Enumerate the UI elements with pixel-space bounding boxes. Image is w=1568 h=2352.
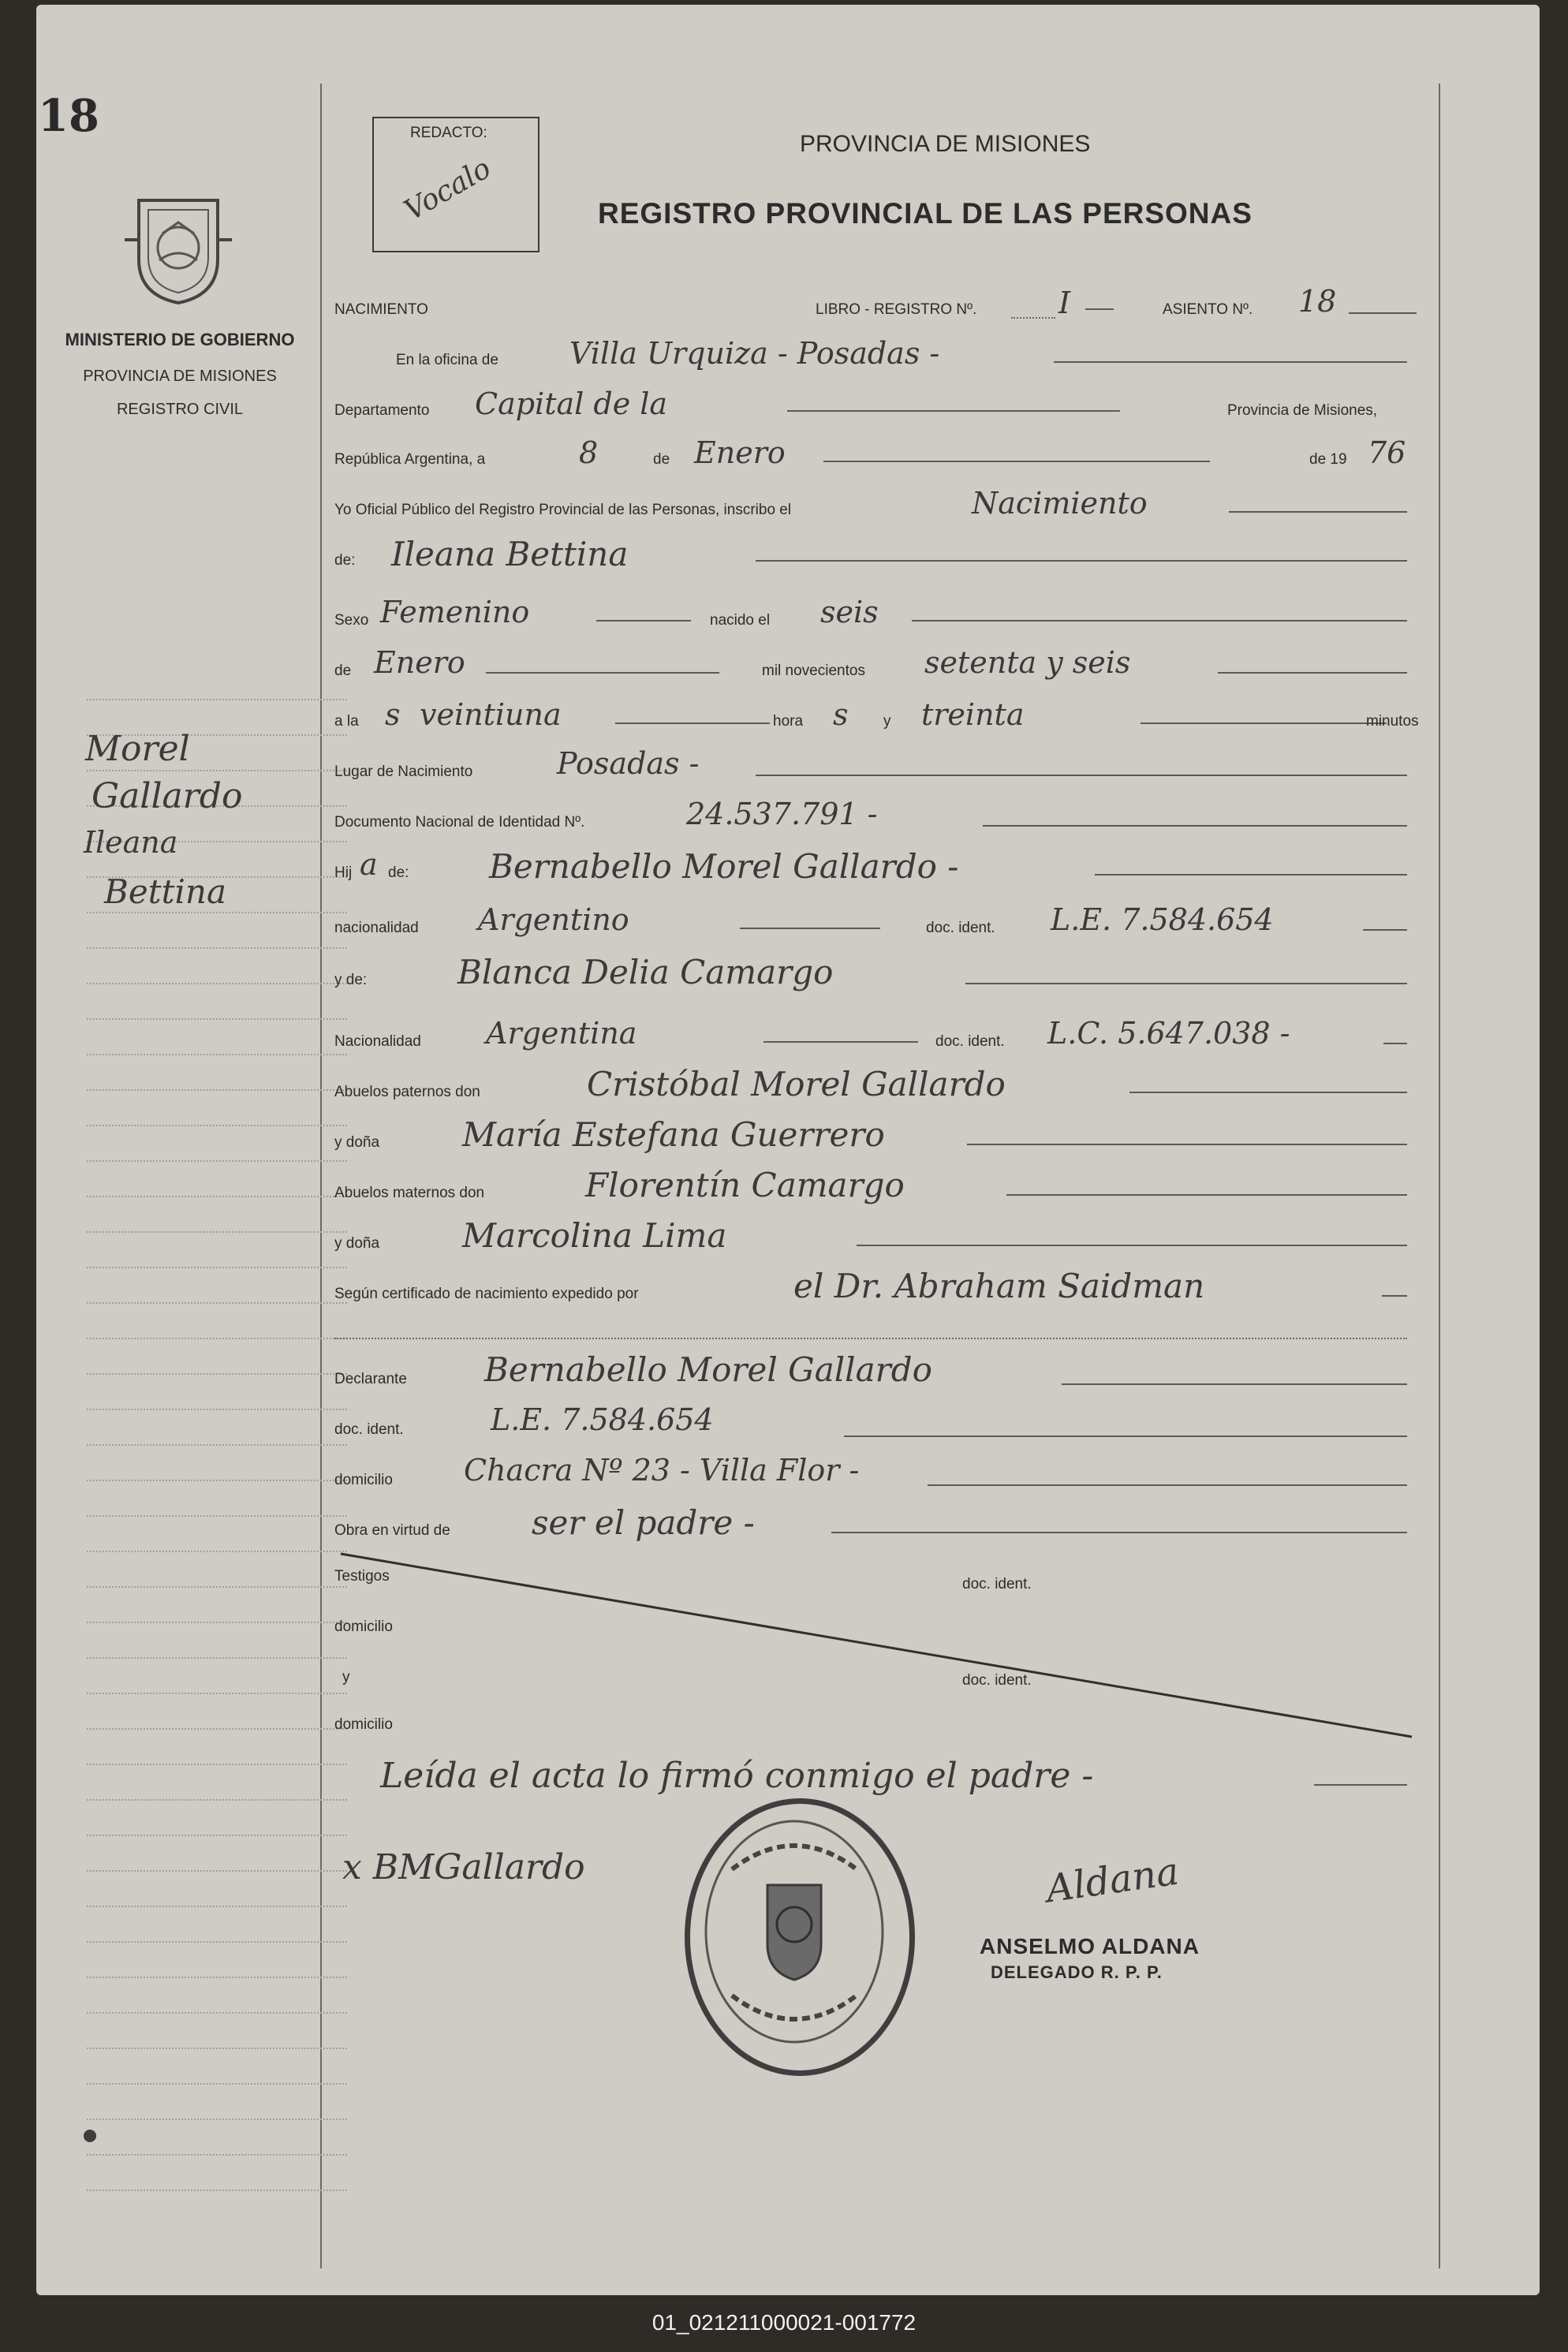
official-role: DELEGADO R. P. P.: [991, 1962, 1163, 1982]
padre-value: Bernabello Morel Gallardo -: [489, 847, 959, 886]
dni-value: 24.537.791 -: [686, 797, 878, 831]
official-name: ANSELMO ALDANA: [980, 1934, 1200, 1958]
libro-value: I: [1058, 286, 1071, 320]
provincia-label: Provincia de Misiones,: [1227, 402, 1378, 419]
hijo-label: Hij: [334, 864, 353, 881]
asiento-label: ASIENTO Nº.: [1163, 301, 1253, 318]
minutos-label: minutos: [1366, 713, 1419, 730]
abp-label: Abuelos paternos don: [334, 1084, 480, 1100]
margin-note-1: Morel: [85, 729, 190, 769]
ydona2-label: y doña: [334, 1235, 380, 1252]
hijo-de-label: de:: [388, 864, 409, 881]
dia-value: 8: [579, 435, 599, 470]
nac2-value: Argentina: [486, 1016, 637, 1051]
testigos-label: Testigos: [334, 1568, 390, 1585]
minutos-value: treinta: [921, 697, 1025, 732]
header-province: PROVINCIA DE MISIONES: [800, 131, 1091, 157]
oficina-value: Villa Urquiza - Posadas -: [569, 336, 940, 371]
closing-value: Leída el acta lo firmó conmigo el padre -: [380, 1756, 1094, 1796]
mes2-value: Enero: [374, 645, 465, 680]
anio-value: 76: [1368, 435, 1406, 470]
departamento-value: Capital de la: [475, 386, 668, 421]
de-nombre-label: de:: [334, 552, 356, 569]
margin-note-4: Bettina: [104, 872, 226, 911]
page-number: 18: [38, 90, 99, 142]
cert-value: el Dr. Abraham Saidman: [793, 1267, 1205, 1305]
ministry-line2: PROVINCIA DE MISIONES: [83, 368, 277, 385]
obra-label: Obra en virtud de: [334, 1522, 450, 1539]
y-label: y: [883, 713, 891, 730]
docdec-value: L.E. 7.584.654: [491, 1402, 714, 1437]
alas-label: a la: [334, 713, 359, 730]
abm2-value: Marcolina Lima: [462, 1216, 727, 1255]
signature-right: Aldana: [1043, 1849, 1182, 1912]
margin-note-2: Gallardo: [91, 776, 243, 816]
nac2-label: Nacionalidad: [334, 1033, 421, 1050]
document-sheet: [36, 5, 1540, 2295]
declarante-label: Declarante: [334, 1371, 407, 1387]
nacido-label: nacido el: [710, 612, 771, 629]
mes-value: Enero: [694, 435, 786, 470]
nac1-label: nacionalidad: [334, 920, 419, 936]
mil-value: setenta y seis: [924, 645, 1131, 680]
hora-label: hora: [773, 713, 804, 730]
abm-label: Abuelos maternos don: [334, 1185, 485, 1201]
horas-value: veintiuna: [420, 697, 562, 732]
de-label: de: [653, 451, 670, 468]
anio-label: de 19: [1309, 451, 1347, 468]
abm-value: Florentín Camargo: [585, 1166, 905, 1204]
redacto-handwritten: Vocalo: [398, 151, 497, 228]
docdec-label: doc. ident.: [334, 1421, 404, 1438]
doc1-label: doc. ident.: [926, 920, 995, 936]
domicilio-label: domicilio: [334, 1472, 393, 1488]
alas-suffix: s: [385, 697, 401, 732]
header-registry: REGISTRO PROVINCIAL DE LAS PERSONAS: [598, 197, 1253, 230]
margin-note-3: Ileana: [84, 825, 178, 860]
lugar-label: Lugar de Nacimiento: [334, 763, 473, 780]
republica-label: República Argentina, a: [334, 451, 486, 468]
domicilio-value: Chacra Nº 23 - Villa Flor -: [464, 1453, 860, 1488]
nac1-value: Argentino: [478, 902, 629, 937]
hijo-suffix: a: [360, 847, 378, 882]
t-y-label: y: [342, 1669, 350, 1686]
cert-label: Según certificado de nacimiento expedido por: [334, 1286, 639, 1302]
nacido-value: seis: [820, 595, 879, 629]
ink-dot: [84, 2130, 96, 2142]
official-round-stamp: [685, 1798, 915, 2076]
declarante-value: Bernabello Morel Gallardo: [484, 1350, 932, 1389]
oficina-label: En la oficina de: [396, 352, 498, 368]
madre-value: Blanca Delia Camargo: [457, 953, 834, 991]
t-dom2-label: domicilio: [334, 1716, 393, 1733]
stamp-emblem-icon: [685, 1798, 904, 2065]
redacto-label: REDACTO:: [410, 125, 487, 141]
sexo-value: Femenino: [380, 595, 530, 629]
t-doc-label: doc. ident.: [962, 1576, 1032, 1592]
yde-label: y de:: [334, 972, 368, 988]
ministry-line3: REGISTRO CIVIL: [116, 401, 244, 418]
t-dom-label: domicilio: [334, 1618, 393, 1635]
doc1-value: L.E. 7.584.654: [1051, 902, 1274, 937]
ministry-line1: MINISTERIO DE GOBIERNO: [65, 330, 295, 349]
lugar-value: Posadas -: [557, 746, 700, 781]
de-mes-label: de: [334, 663, 352, 679]
ydona1-label: y doña: [334, 1134, 380, 1151]
signature-left: x BMGallardo: [342, 1847, 585, 1887]
title-nacimiento: NACIMIENTO: [334, 301, 428, 318]
libro-label: LIBRO - REGISTRO Nº.: [816, 301, 977, 318]
departamento-label: Departamento: [334, 402, 430, 419]
nombre-value: Ileana Bettina: [391, 535, 629, 573]
doc2-value: L.C. 5.647.038 -: [1047, 1016, 1290, 1051]
abp-value: Cristóbal Morel Gallardo: [587, 1065, 1006, 1103]
asiento-value: 18: [1298, 284, 1337, 319]
footer-caption: 01_021211000021-001772: [651, 2310, 917, 2335]
obra-value: ser el padre -: [532, 1503, 755, 1542]
mil-label: mil novecientos: [762, 663, 865, 679]
doc2-label: doc. ident.: [935, 1033, 1005, 1050]
abp2-value: María Estefana Guerrero: [462, 1115, 885, 1154]
dni-label: Documento Nacional de Identidad Nº.: [334, 814, 585, 831]
hora-suffix: s: [833, 697, 849, 732]
sexo-label: Sexo: [334, 612, 369, 629]
t-doc2-label: doc. ident.: [962, 1672, 1032, 1689]
oficial-value: Nacimiento: [972, 486, 1148, 521]
oficial-label: Yo Oficial Público del Registro Provincial de las Personas, inscribo el: [334, 502, 792, 518]
